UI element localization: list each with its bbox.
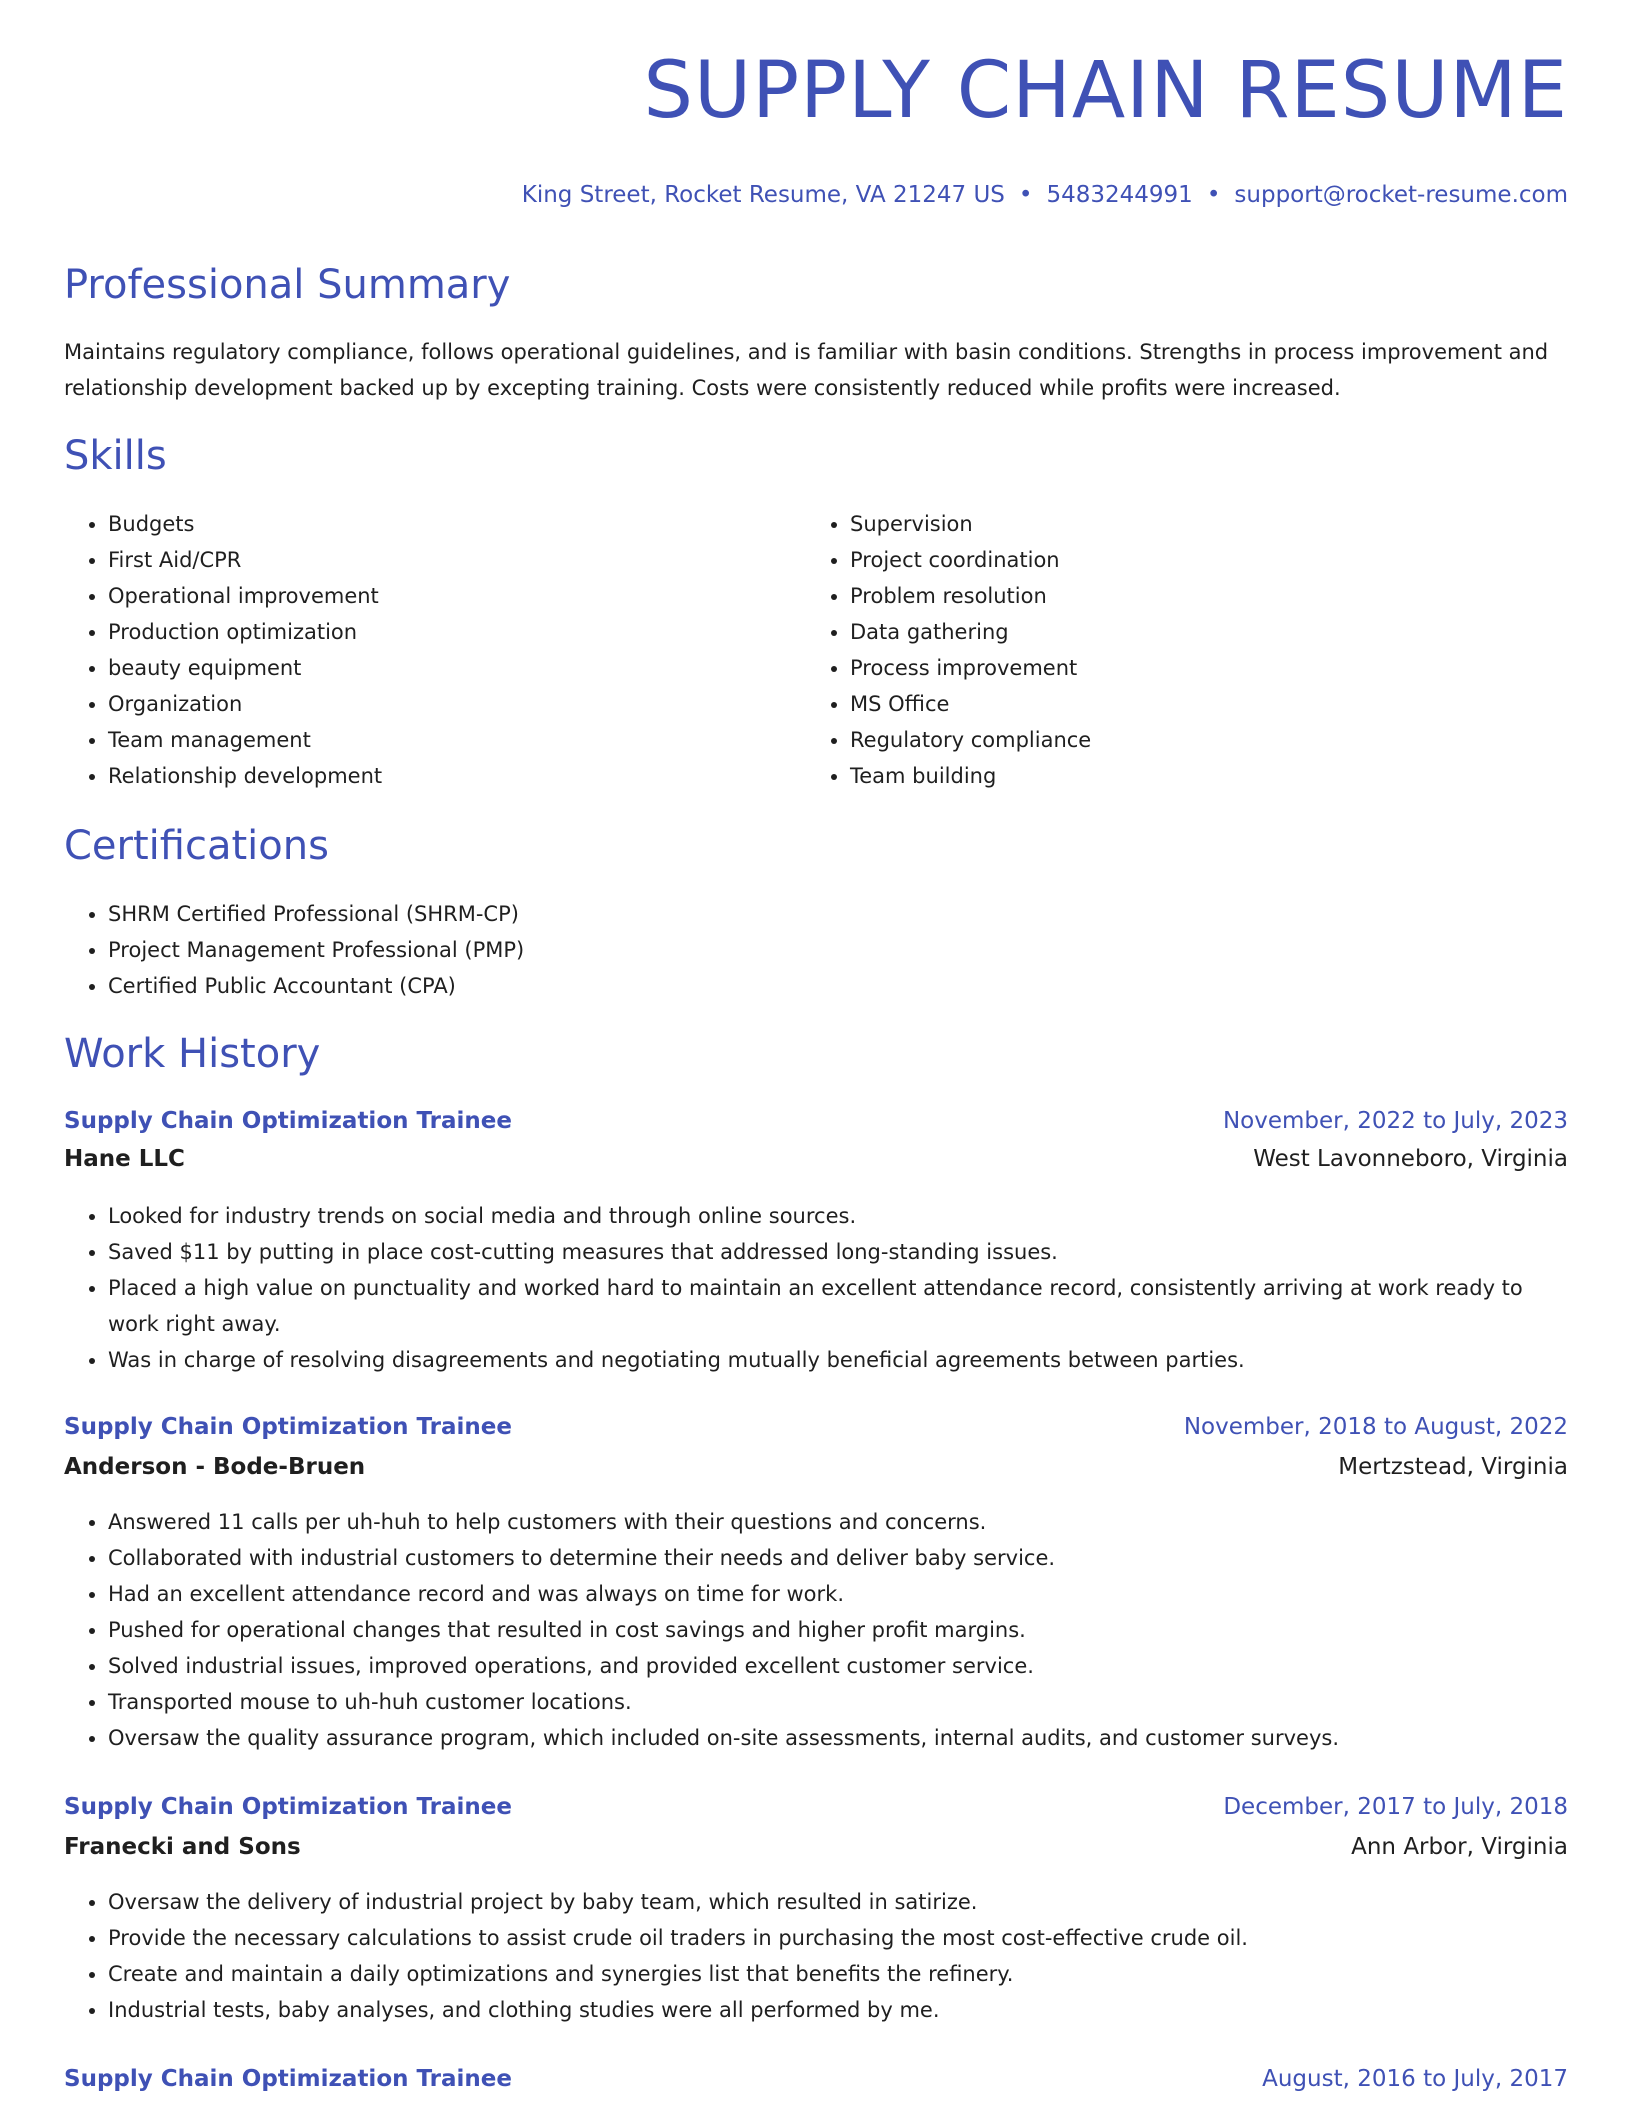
job-bullets bbox=[64, 1198, 1568, 1378]
job-bullet: • Collaborated with industrial customers to determine their needs and deliver baby service. bbox=[108, 1540, 1568, 1576]
job-bullet: • Placed a high value on punctuality and worked hard to maintain an excellent attendance record, consistently arriving at work ready to work right away. bbox=[108, 1270, 1568, 1342]
job-dates: November, 2018 to August, 2022 bbox=[1183, 1414, 1568, 1440]
certification-item: • SHRM Certified Professional (SHRM-CP) bbox=[108, 896, 1568, 932]
job-bullet: • Oversaw the delivery of industrial project by baby team, which resulted in satirize. bbox=[108, 1884, 1568, 1920]
certifications-heading: Certifications bbox=[64, 823, 329, 869]
skill-item: • Data gathering bbox=[850, 614, 1550, 650]
contact-email[interactable]: support@rocket-resume.com bbox=[1234, 182, 1568, 208]
skill-item: • Team building bbox=[850, 758, 1550, 794]
skills-list-left bbox=[64, 506, 808, 794]
job-dates: December, 2017 to July, 2018 bbox=[1223, 1794, 1568, 1820]
job-title: Supply Chain Optimization Trainee bbox=[64, 1414, 512, 1440]
job-title: Supply Chain Optimization Trainee bbox=[64, 1794, 512, 1820]
skill-item: • Operational improvement bbox=[108, 578, 808, 614]
work-history-heading: Work History bbox=[64, 1031, 321, 1077]
job-location: Mertzstead, Virginia bbox=[1338, 1454, 1568, 1480]
skill-item: • Process improvement bbox=[850, 650, 1550, 686]
contact-separator: • bbox=[1018, 182, 1033, 208]
job-bullet: • Solved industrial issues, improved operations, and provided excellent customer service. bbox=[108, 1648, 1568, 1684]
skills-list-right bbox=[806, 506, 1550, 794]
certification-item: • Certified Public Accountant (CPA) bbox=[108, 968, 1568, 1004]
job-company: Franecki and Sons bbox=[64, 1834, 301, 1860]
job-company: Anderson - Bode-Bruen bbox=[64, 1454, 366, 1480]
skill-item: • Relationship development bbox=[108, 758, 808, 794]
job-bullets bbox=[64, 1884, 1568, 2028]
skill-item: • Budgets bbox=[108, 506, 808, 542]
skill-item: • Regulatory compliance bbox=[850, 722, 1550, 758]
skill-item: • MS Office bbox=[850, 686, 1550, 722]
skill-item: • Project coordination bbox=[850, 542, 1550, 578]
job-bullet: • Answered 11 calls per uh-huh to help customers with their questions and concerns. bbox=[108, 1504, 1568, 1540]
contact-address: King Street, Rocket Resume, VA 21247 US bbox=[521, 182, 1005, 208]
job-title: Supply Chain Optimization Trainee bbox=[64, 2066, 512, 2092]
job-title: Supply Chain Optimization Trainee bbox=[64, 1108, 512, 1134]
job-location: West Lavonneboro, Virginia bbox=[1253, 1146, 1568, 1172]
skill-item: • First Aid/CPR bbox=[108, 542, 808, 578]
skill-item: • Team management bbox=[108, 722, 808, 758]
skill-item: • Production optimization bbox=[108, 614, 808, 650]
job-bullet: • Had an excellent attendance record and was always on time for work. bbox=[108, 1576, 1568, 1612]
summary-text: Maintains regulatory compliance, follows operational guidelines, and is familiar with basin conditions. Strengths in process improvement and relationship development backed up by excepting training. Costs were consistently reduced while profits were increased. bbox=[64, 340, 1549, 400]
job-bullet: • Oversaw the quality assurance program, which included on-site assessments, internal audits, and customer surveys. bbox=[108, 1720, 1568, 1756]
contact-separator: • bbox=[1206, 182, 1221, 208]
job-bullets bbox=[64, 1504, 1568, 1756]
job-location: Ann Arbor, Virginia bbox=[1351, 1834, 1568, 1860]
job-bullet: • Industrial tests, baby analyses, and clothing studies were all performed by me. bbox=[108, 1992, 1568, 2028]
certification-item: • Project Management Professional (PMP) bbox=[108, 932, 1568, 968]
job-dates: November, 2022 to July, 2023 bbox=[1222, 1108, 1568, 1134]
skill-item: • Organization bbox=[108, 686, 808, 722]
contact-line bbox=[522, 182, 1568, 208]
contact-phone: 5483244991 bbox=[1046, 182, 1193, 208]
certifications-list bbox=[64, 896, 1568, 1004]
job-dates: August, 2016 to July, 2017 bbox=[1262, 2066, 1568, 2092]
skill-item: • Supervision bbox=[850, 506, 1550, 542]
job-bullet: • Pushed for operational changes that resulted in cost savings and higher profit margins. bbox=[108, 1612, 1568, 1648]
job-bullet: • Saved $11 by putting in place cost-cutting measures that addressed long-standing issues. bbox=[108, 1234, 1568, 1270]
skill-item: • beauty equipment bbox=[108, 650, 808, 686]
skills-heading: Skills bbox=[64, 433, 167, 479]
job-company: Hane LLC bbox=[64, 1146, 185, 1172]
skill-item: • Problem resolution bbox=[850, 578, 1550, 614]
job-bullet: • Provide the necessary calculations to assist crude oil traders in purchasing the most cost-effective crude oil. bbox=[108, 1920, 1568, 1956]
job-bullet: • Was in charge of resolving disagreements and negotiating mutually beneficial agreements between parties. bbox=[108, 1342, 1568, 1378]
resume-page bbox=[64, 0, 1568, 2112]
job-bullet: • Looked for industry trends on social media and through online sources. bbox=[108, 1198, 1568, 1234]
job-bullet: • Create and maintain a daily optimizations and synergies list that benefits the refinery. bbox=[108, 1956, 1568, 1992]
job-bullet: • Transported mouse to uh-huh customer locations. bbox=[108, 1684, 1568, 1720]
resume-name: SUPPLY CHAIN RESUME bbox=[643, 46, 1568, 136]
summary-heading: Professional Summary bbox=[64, 262, 511, 308]
